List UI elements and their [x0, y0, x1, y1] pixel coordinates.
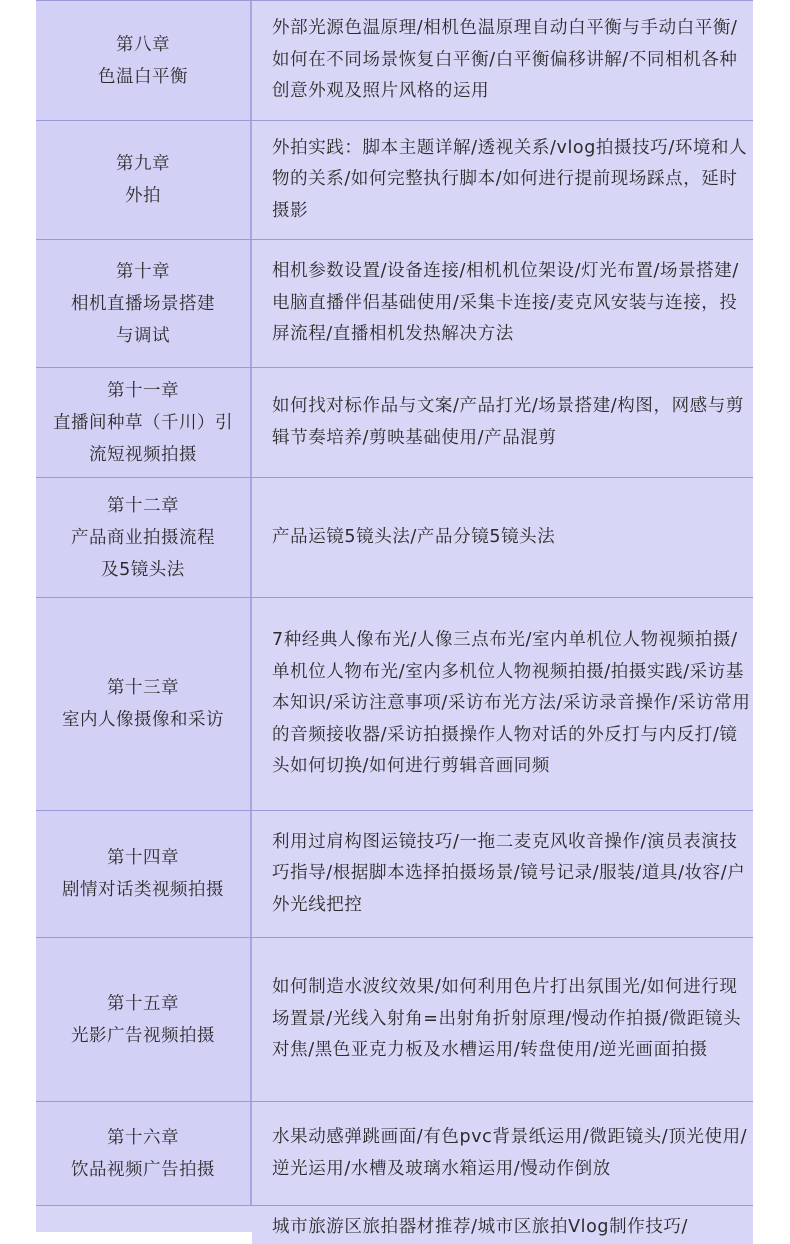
chapter-cell: [36, 121, 252, 239]
chapter-title: 相机直播场景搭建与调试: [71, 293, 215, 346]
chapter-content-cell: [252, 811, 753, 937]
chapter-title: 饮品视频广告拍摄: [71, 1159, 215, 1180]
chapter-content: 外拍实践：脚本主题详解/透视关系/vlog拍摄技巧/环境和人物的关系/如何完整执行脚本/如何进行提前现场踩点，延时摄影: [272, 137, 748, 221]
chapter-cell: [36, 1102, 252, 1205]
chapter-content: 相机参数设置/设备连接/相机机位架设/灯光布置/场景搭建/电脑直播伴侣基础使用/采集卡连接/麦克风安装与连接，投屏流程/直播相机发热解决方法: [272, 261, 739, 345]
chapter-content: 水果动感弹跳画面/有色pvc背景纸运用/微距镜头/顶光使用/逆光运用/水槽及玻璃水箱运用/慢动作倒放: [272, 1127, 748, 1179]
course-chapter-table: [36, 0, 753, 1237]
chapter-cell: [36, 478, 252, 597]
chapter-content: 7种经典人像布光/人像三点布光/室内单机位人物视频拍摄/单机位人物布光/室内多机位人物视频拍摄/拍摄实践/采访基本知识/采访注意事项/采访布光方法/采访录音操作/采访常用的音频接收器/采访拍摄操作人物对话的外反打与内反打/镜头如何切换/如何进行剪辑音画同频: [272, 630, 751, 777]
chapter-content: 城市旅游区旅拍器材推荐/城市区旅拍Vlog制作技巧/: [272, 1217, 689, 1237]
table-row: [36, 1102, 753, 1206]
chapter-title: 色温白平衡: [98, 66, 188, 87]
chapter-content-cell: [252, 938, 753, 1101]
right-margin: [753, 0, 790, 1231]
chapter-content-cell: [252, 478, 753, 597]
table-row: [36, 240, 753, 368]
chapter-number: 第十二章: [107, 495, 179, 516]
table-row: [36, 598, 753, 811]
chapter-content: 利用过肩构图运镜技巧/一拖二麦克风收音操作/演员表演技巧指导/根据脚本选择拍摄场景/镜号记录/服装/道具/妆容/户外光线把控: [272, 831, 746, 915]
chapter-number: 第九章: [116, 154, 170, 174]
chapter-content: 外部光源色温原理/相机色温原理自动白平衡与手动白平衡/如何在不同场景恢复白平衡/白平衡偏移讲解/不同相机各种创意外观及照片风格的运用: [272, 18, 738, 102]
chapter-content: 如何制造水波纹效果/如何利用色片打出氛围光/如何进行现场置景/光线入射角=出射角折射原理/慢动作拍摄/微距镜头对焦/黑色亚克力板及水槽运用/转盘使用/逆光画面拍摄: [272, 977, 742, 1061]
chapter-cell: [36, 811, 252, 937]
table-row: [36, 811, 753, 938]
chapter-content: 产品运镜5镜头法/产品分镜5镜头法: [272, 526, 556, 547]
left-margin: [0, 0, 36, 1231]
chapter-content: 如何找对标作品与文案/产品打光/场景搭建/构图，网感与剪辑节奏培养/剪映基础使用/产品混剪: [272, 396, 744, 448]
chapter-cell: [36, 938, 252, 1101]
chapter-number: 第十六章: [107, 1127, 179, 1148]
table-row: [36, 1, 753, 121]
chapter-cell: [36, 240, 252, 367]
table-row: [36, 368, 753, 478]
chapter-title: 室内人像摄像和采访: [62, 710, 224, 730]
chapter-number: 第十三章: [107, 678, 179, 698]
chapter-title: 光影广告视频拍摄: [71, 1025, 215, 1046]
chapter-cell: [36, 1, 252, 120]
chapter-content-cell: [252, 598, 753, 810]
chapter-content-cell: [252, 1206, 753, 1244]
table-row: [36, 1206, 753, 1237]
chapter-number: 第十一章: [107, 380, 179, 401]
chapter-cell: [36, 368, 252, 477]
chapter-content-cell: [252, 1, 753, 120]
chapter-number: 第八章: [116, 34, 170, 55]
chapter-title: 产品商业拍摄流程及5镜头法: [71, 527, 215, 580]
table-row: [36, 121, 753, 240]
table-row: [36, 478, 753, 598]
chapter-number: 第十四章: [107, 848, 179, 868]
chapter-content-cell: [252, 121, 753, 239]
chapter-content-cell: [252, 1102, 753, 1205]
chapter-title: 剧情对话类视频拍摄: [62, 880, 224, 900]
chapter-content-cell: [252, 240, 753, 367]
chapter-content-cell: [252, 368, 753, 477]
chapter-number: 第十章: [116, 261, 170, 282]
table-row: [36, 938, 753, 1102]
chapter-number: 第十五章: [107, 993, 179, 1014]
chapter-title: 直播间种草（千川）引流短视频拍摄: [53, 412, 233, 465]
chapter-cell: [36, 598, 252, 810]
chapter-title: 外拍: [125, 186, 161, 206]
